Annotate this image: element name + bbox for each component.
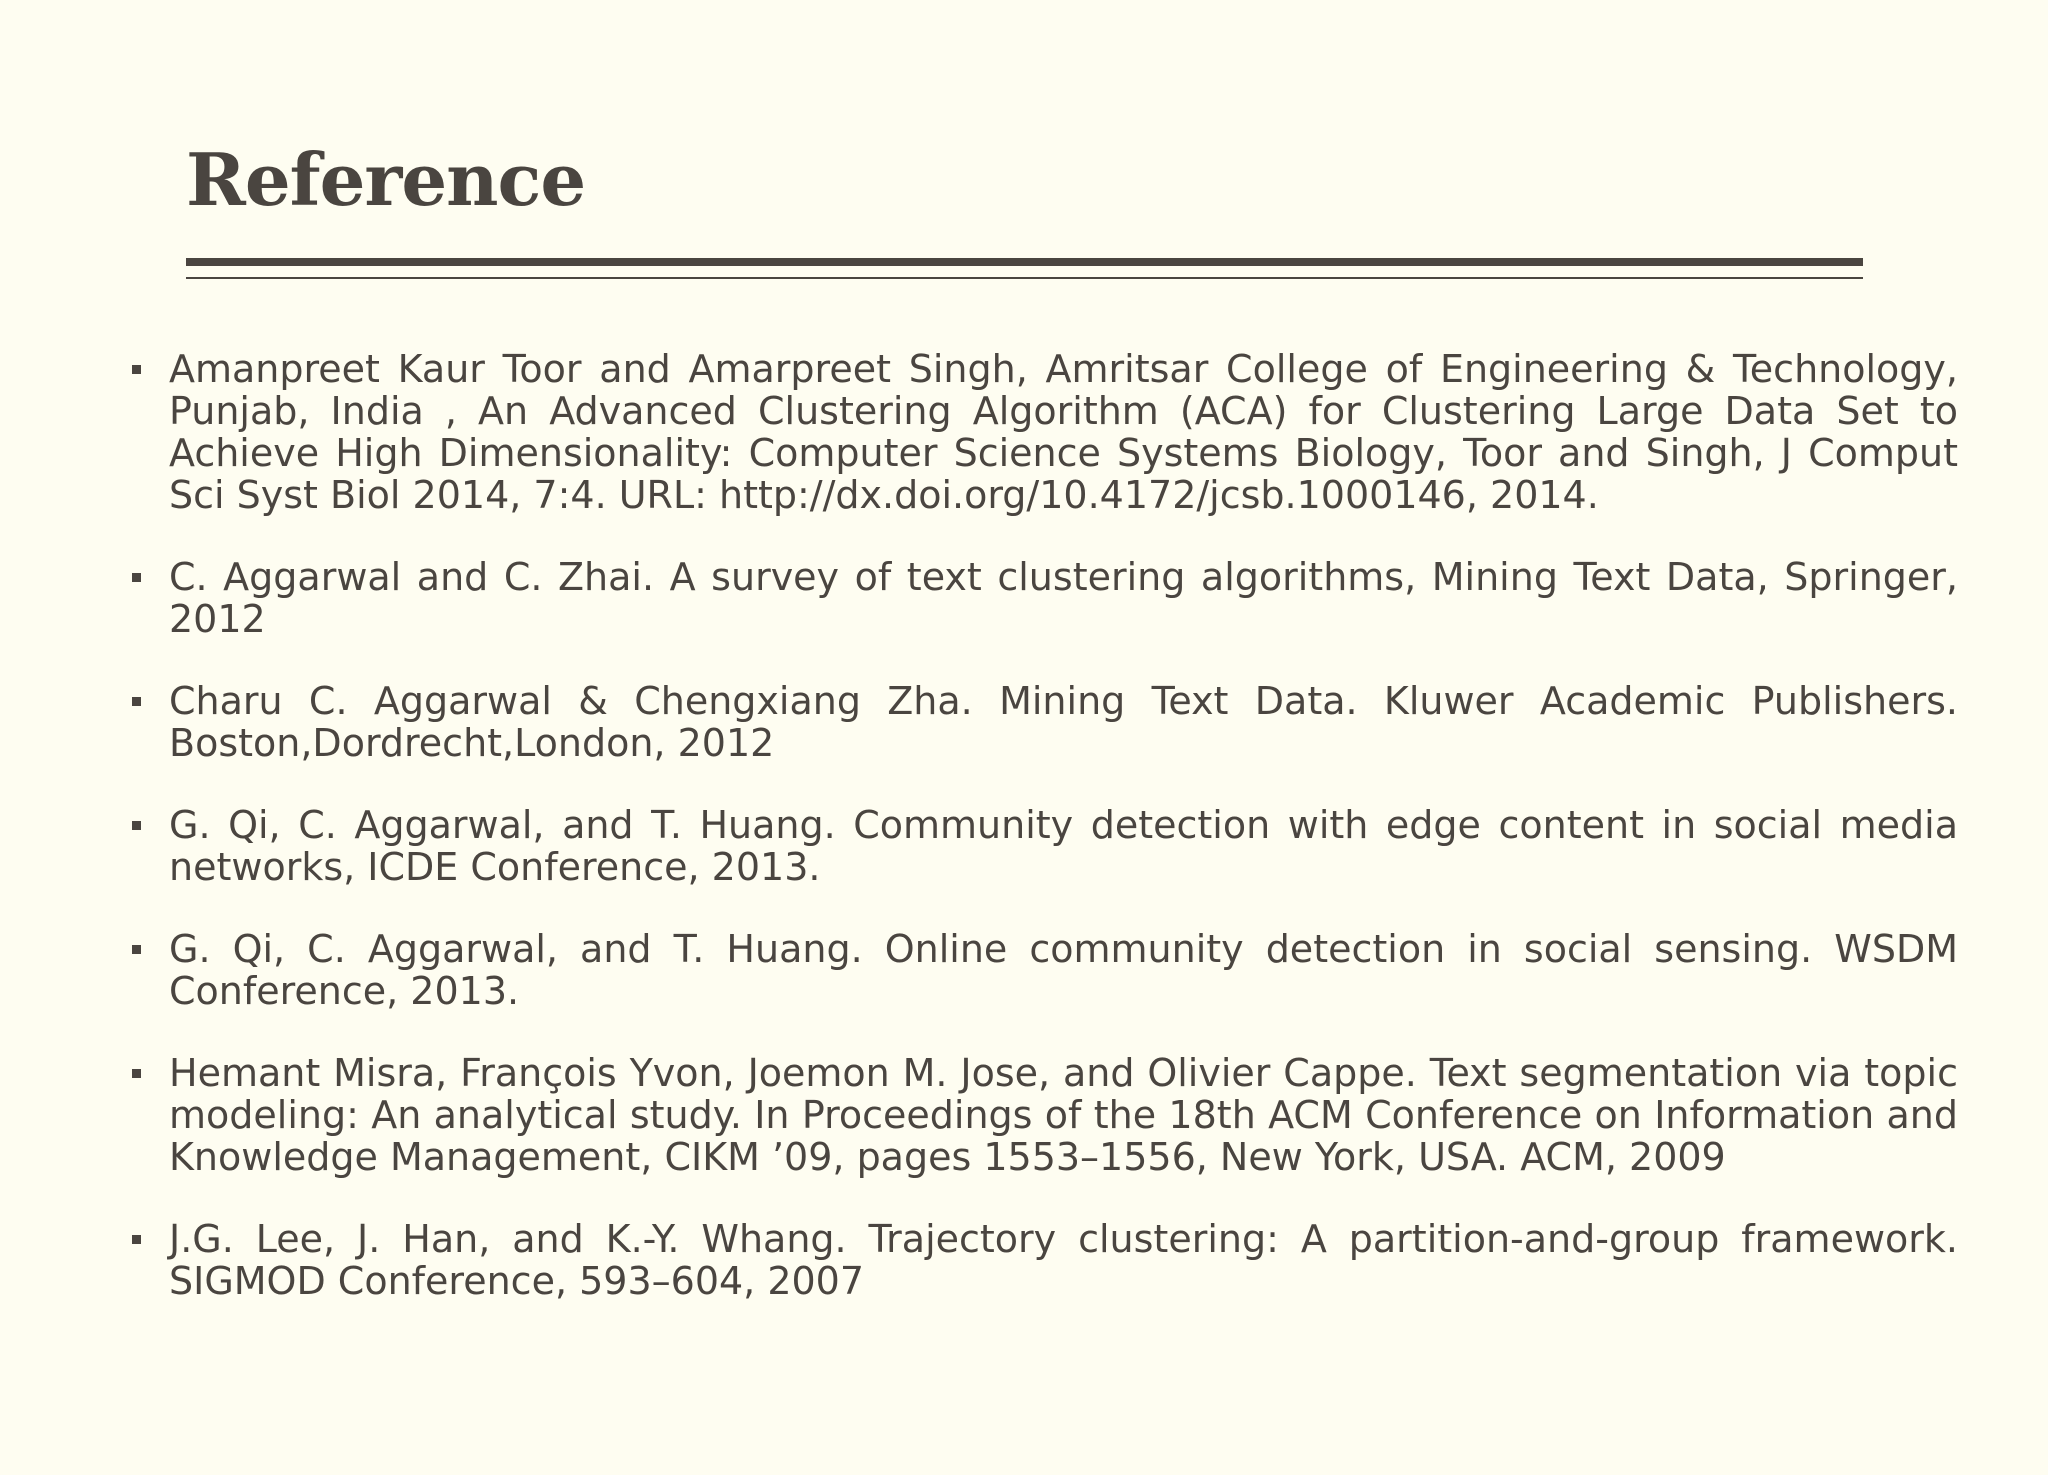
reference-text: J.G. Lee, J. Han, and K.-Y. Whang. Trajectory clustering: A partition-and-group framework. SIGMOD Conference, 593–604, 2007 [169,1217,1958,1303]
title-divider-thick [186,258,1863,266]
square-bullet-icon [132,697,141,706]
reference-item [126,928,1958,1012]
square-bullet-icon [132,1069,141,1078]
slide-title: Reference [186,137,586,222]
reference-text: Hemant Misra, François Yvon, Joemon M. Jose, and Olivier Cappe. Text segmentation via topic modeling: An analytical study. In Proceedings of the 18th ACM Conference on Information and Knowledge Management, CIKM ’09, pages 1553–1556, New York, USA. ACM, 2009 [169,1051,1958,1179]
reference-item [126,348,1958,516]
reference-item [126,680,1958,764]
reference-item [126,556,1958,640]
reference-text: C. Aggarwal and C. Zhai. A survey of text clustering algorithms, Mining Text Data, Springer, 2012 [169,555,1958,641]
reference-text: G. Qi, C. Aggarwal, and T. Huang. Community detection with edge content in social media networks, ICDE Conference, 2013. [169,803,1958,889]
reference-item [126,1218,1958,1302]
reference-text: G. Qi, C. Aggarwal, and T. Huang. Online community detection in social sensing. WSDM Conference, 2013. [169,927,1958,1013]
reference-list [126,348,1958,1342]
reference-item [126,804,1958,888]
square-bullet-icon [132,945,141,954]
square-bullet-icon [132,1235,141,1244]
reference-text: Amanpreet Kaur Toor and Amarpreet Singh, Amritsar College of Engineering & Technology, Punjab, India , An Advanced Clustering Algorithm (ACA) for Clustering Large Data Set to Achieve High Dimensionality: Computer Science Systems Biology, Toor and Singh, J Comput Sci Syst Biol 2014, 7:4. URL: http://dx.doi.org/10.4172/jcsb.1000146, 2014. [169,347,1958,517]
square-bullet-icon [132,365,141,374]
title-divider-thin [186,277,1863,279]
square-bullet-icon [132,573,141,582]
square-bullet-icon [132,821,141,830]
reference-text: Charu C. Aggarwal & Chengxiang Zha. Mining Text Data. Kluwer Academic Publishers. Boston,Dordrecht,London, 2012 [169,679,1958,765]
reference-item [126,1052,1958,1178]
